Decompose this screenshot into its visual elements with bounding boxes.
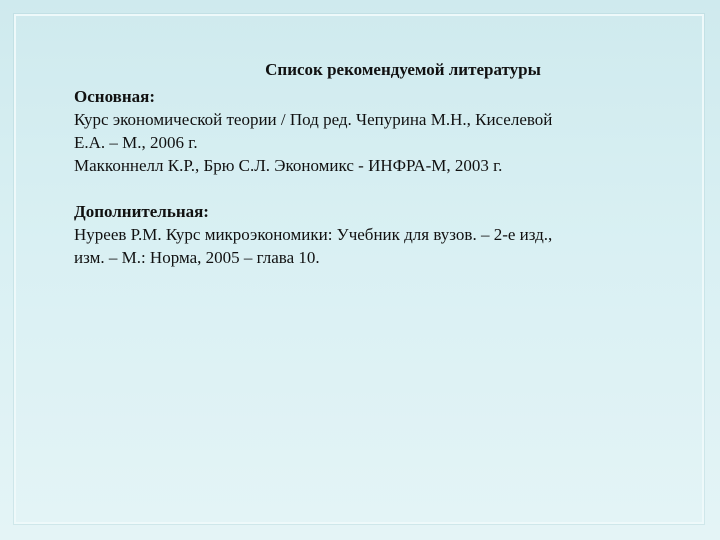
- main-literature-line-1: Курс экономической теории / Под ред. Чепурина М.Н., Киселевой: [74, 110, 553, 129]
- main-literature-line-2: Е.А. – М., 2006 г.: [74, 133, 198, 152]
- extra-literature-line-1: Нуреев Р.М. Курс микроэкономики: Учебник для вузов. – 2-е изд.,: [74, 225, 553, 244]
- section-spacer: [74, 177, 684, 200]
- extra-literature-heading: Дополнительная:: [74, 202, 209, 221]
- slide-title: Список рекомендуемой литературы: [265, 60, 541, 79]
- slide-content: [74, 58, 684, 269]
- extra-literature-line-2: изм. – М.: Норма, 2005 – глава 10.: [74, 248, 320, 267]
- main-literature-heading: Основная:: [74, 87, 155, 106]
- main-literature-line-3: Макконнелл К.Р., Брю С.Л. Экономикс - ИНФРА-М, 2003 г.: [74, 156, 503, 175]
